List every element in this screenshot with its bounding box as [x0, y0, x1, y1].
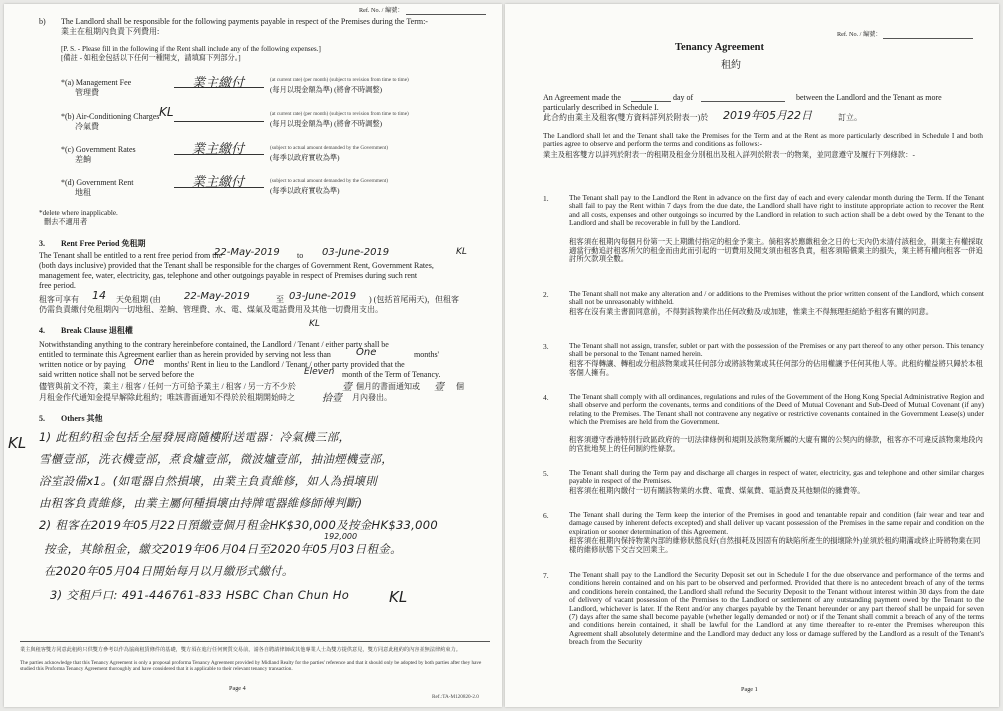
intro-made-the: An Agreement made the	[543, 93, 621, 102]
fee-label: *(b) Air-Conditioning Charges	[61, 112, 160, 121]
handwritten-line-8: 3) 交租戶口: 491-446761-833 HSBC Chan Chun Ho	[50, 588, 350, 602]
intro-day-of: day of	[673, 93, 694, 102]
delete-note: *delete where inapplicable.	[39, 209, 118, 217]
fee-note-cn: (每季以政府實收為準)	[270, 154, 340, 162]
section-5-title: Others 其他	[61, 414, 103, 423]
fee-label: *(d) Government Rent	[61, 178, 134, 187]
clause-text: The Tenant shall pay to the Landlord the Security Deposit set out in Schedule I for the due observance and performance of the terms and conditions herein contained and on his part to be observed and performed. Provided that there is no antecedent breach of any of the terms and conditions herein contained, the Landlord shall refund the Security Deposit to the Tenant without interest within 30 days from the date of delivery of vacant possession of the Premises to the Landlord or settlement of any outstanding payment owed by the Tenant to the Landlord, whichever is later. If the Rent and/or any charges payable by the Tenant hereunder or any part thereof shall be unpaid for seven (7) days after the same shall become payable (whether legally demanded or not) or if the Tenant shall commit a breach of any of the terms and conditions herein contained, it shall be lawful for the Landlord at any time thereafter to re-enter the Premises whereupon this Agreement shall absolutely determine and the Landlord may deduct any loss or damage suffered by the Landlord as a result of the Tenant's breach from the Security	[569, 570, 984, 647]
s4-eleven: Eleven	[304, 367, 335, 377]
s3-cn-a: 租客可享有	[39, 295, 79, 304]
initials-mark: KL	[309, 319, 320, 329]
initials-mark: KL	[159, 105, 174, 119]
clause-text: The Tenant shall comply with all ordinances, regulations and rules of the Government of the Hong Kong Special Administrative Region and shall observe and perform the covenants, terms and conditions of the Deed of Mutual Covenant and Sub-Deed of Mutual Covenant (if any) relating to the Premises. The Tenant shall not contravene any negative or restrictive covenants contained in the Government Lease(s) under which the Premises are held from the Government.	[569, 392, 984, 427]
clause-number: 1.	[543, 194, 549, 203]
clause-number: 5.	[543, 469, 549, 478]
fee-label: *(a) Management Fee	[61, 78, 132, 87]
clause-text: The Tenant shall pay to the Landlord the Rent in advance on the first day of each and every calendar month during the Term. If the Tenant shall fail to pay the Rent within 7 days from the due date, the Landlord shall have right to institute appropriate action to recover the Rent and all costs, expenses and other outgoings so incurred by the Landlord in relation to such action shall be a debt owed by the Tenant to the Landlord and shall be recoverable in full by the Landlord.	[569, 193, 984, 228]
s4-line3-c: months' Rent in lieu to the Landlord / Tenant / other party provided that the	[164, 360, 405, 369]
handwritten-line-2: 雪櫃壹部，洗衣機壹部，煮食爐壹部，微波爐壹部，抽油煙機壹部，	[39, 452, 393, 466]
ref-code: Ref.:TA-M120820-2.0	[432, 694, 479, 700]
document-page-1	[505, 4, 999, 707]
clause-text: The Tenant shall not make any alteration and / or additions to the Premises without the prior written consent of the Landlord, which consent shall not be unreasonably withheld.	[569, 289, 984, 307]
s3-cn-days: 14	[92, 289, 106, 302]
handwritten-line-4: 由租客負責維修，由業主屬何種損壞由持牌電器維修師傅判斷)	[39, 496, 363, 510]
clause-text-cn: 租客在沒有業主書面同意前，不得對該物業作出任何改動及/或加建，惟業主不得無理拒絕給予租客有關的同意。	[569, 307, 934, 316]
handwritten-line-5: 2) 租客在2019年05月22日預繳壹個月租金HK$30,000及按金HK$33,000	[39, 518, 438, 532]
fee-note: (at current rate) (per month) (subject to revision from time to time)	[270, 111, 409, 117]
fee-label: *(c) Government Rates	[61, 145, 136, 154]
s3-from-date: 22-May-2019	[214, 247, 280, 258]
initials-mark: KL	[456, 247, 467, 257]
clause-number: 4.	[543, 393, 549, 402]
clause-number: 2.	[543, 290, 549, 299]
ref-number-label: Ref. No. / 編號：	[359, 7, 404, 14]
fee-value-line	[174, 121, 264, 122]
s3-line1-text: The Tenant shall be entitled to a rent free period from the	[39, 251, 222, 260]
ps-note: [P. S. - Please fill in the following if the Rent shall include any of the following expenses.]	[61, 45, 321, 53]
clause-number: 3.	[543, 342, 549, 351]
clause-text-cn: 租客須在租期內每個月份第一天上期繳付指定的租金予業主。倘租客於應繳租金之日的七天內仍未清付該租金，則業主有權採取適當行動追討租客所欠的租金而由此而引起的一切費用及開支須由租客負責，租客須賠償業主的損失，業主將有權向租客一併追討所欠款項全數。	[569, 237, 983, 264]
fee-label-cn: 冷氣費	[75, 122, 99, 131]
s4-cn-line1c: 個	[456, 382, 464, 391]
s3-cn-to: 03-June-2019	[289, 291, 357, 302]
page-number: Page 1	[741, 686, 758, 693]
s3-line3: management fee, water, electricity, gas, telephone and other outgoings payable in respect of Premises during such rent	[39, 271, 418, 280]
ref-number-label: Ref. No. / 編號：	[837, 31, 882, 38]
s4-cn-val3: 拾壹	[322, 393, 342, 404]
intro-between: between the Landlord and the Tenant as more	[796, 93, 942, 102]
fee-note-cn: (每月以現金額為準) (將會不時調整)	[270, 86, 382, 94]
fee-value: 業主繳付	[192, 142, 245, 157]
page-number: Page 4	[229, 685, 246, 692]
s3-line4: free period.	[39, 281, 76, 290]
clause-text: The Tenant shall not assign, transfer, sublet or part with the possession of the Premises or any part thereof to any other person. This tenancy shall be personal to the Tenant named herein.	[569, 341, 984, 359]
clause-b-text-cn: 業主在租期內負責下列費用:	[61, 27, 160, 36]
document-title-cn: 租約	[721, 60, 741, 71]
s3-to-date: 03-June-2019	[322, 247, 390, 258]
section-3-title: Rent Free Period 免租期	[61, 239, 146, 248]
s3-cn-line2: 仍需負責繳付免租期內一切地租、差餉、管理費、水、電、煤氣及電話費用及其他一切費用支出。	[39, 305, 383, 314]
section-4-number: 4.	[39, 326, 45, 335]
clause-text: The Tenant shall during the Term keep the interior of the Premises in good and tenantable repair and condition (fair wear and tear and damage caused by inherent defects excepted) and shall deliver up vacant possession of the Premises in the same repair and condition on the expiration or sooner determination of this Agreement.	[569, 510, 984, 536]
clause-text-cn: 租客不得轉讓、轉租或分租該物業或其任何部分或將該物業或其任何部分的佔用權讓予任何其他人等。此租約權益將只歸於本租客個人擁有。	[569, 359, 983, 377]
s4-cn-val2: 壹	[434, 382, 444, 393]
ref-number-line	[883, 38, 973, 39]
clause-text-cn: 租客須遵守香港特別行政區政府的一切法律條例和規則及該物業所屬的大廈有關的公契內的條款，租客亦不可違反該物業地段內的官批地契上的任何制約性條款。	[569, 435, 983, 453]
intro-month-line	[701, 101, 785, 102]
clause-text-cn: 租客須在租期內保持物業內部的維修狀態良好(自然損耗及因固有的缺陷所產生的損壞除外)並須於租約期滿或終止時將物業在同樣的維修狀態下交吉交回業主。	[569, 536, 981, 554]
footer-disclaimer-cn: 業主與租客雙方同意此租約只供雙方參考以作為協商租賃條件的基礎，雙方須在進行任何實質交易前，請各自聘請律師或其他專業人士為雙方提供意見，雙方同意此租約的內容並無法律約束力。	[20, 647, 461, 653]
clause-b-label: b)	[39, 17, 46, 26]
intro-day-line	[631, 101, 671, 102]
others-signature-initials: KL	[8, 434, 27, 452]
fee-note-cn: (每季以政府實收為準)	[270, 187, 340, 195]
handwritten-line-3: 浴室設備x1。(如電器自然損壞，由業主負責維修，如人為損壞則	[39, 474, 378, 488]
intro-schedule: particularly described in Schedule I.	[543, 103, 659, 112]
fee-label-cn: 差餉	[75, 155, 91, 164]
s3-cn-b: 天免租期 (由	[116, 295, 161, 304]
clause-text: The Tenant shall during the Term pay and discharge all charges in respect of water, electricity, gas and telephone and other similar charges payable in respect of the Premises.	[569, 468, 984, 486]
handwritten-line-1: 1) 此租約租金包括全屋發展商隨樓附送電器：冷氣機三部，	[39, 430, 351, 444]
handwritten-line-7: 在2020年05月04日開始每月以月繳形式繳付。	[44, 564, 294, 578]
s3-cn-from: 22-May-2019	[184, 291, 250, 302]
clause-number: 7.	[543, 571, 549, 580]
s4-rent-months: One	[134, 357, 155, 368]
fee-note: (subject to actual amount demanded by the Government)	[270, 178, 388, 184]
fee-note-cn: (每月以現金額為準) (將會不時調整)	[270, 120, 382, 128]
handwritten-signature-initials: KL	[389, 588, 408, 606]
s3-line2: (both days inclusive) provided that the Tenant shall be responsible for the charges of Government Rent, Government Rates,	[39, 261, 434, 270]
s3-cn-c: 至	[276, 295, 284, 304]
s4-cn-line1: 儘管與前文不符，業主 / 租客 / 任何一方可給予業主 / 租客 / 另一方不少於	[39, 382, 296, 391]
s3-cn-d: ) (包括首尾兩天)，但租客	[369, 295, 459, 304]
s4-cn-line2b: 月內發出。	[352, 393, 392, 402]
s4-line4-c: month of the Term of Tenancy.	[342, 370, 441, 379]
fee-label-cn: 地租	[75, 188, 91, 197]
s4-cn-val1: 壹	[342, 382, 352, 393]
ref-number-line	[406, 14, 486, 15]
fee-value: 業主繳付	[192, 76, 245, 91]
let-terms: The Landlord shall let and the Tenant shall take the Premises for the Term and at the Rent as more particularly described in Schedule I and both parties agree to observe and perform the terms and conditions as follows:-	[543, 131, 983, 149]
s4-line1: Notwithstanding anything to the contrary hereinbefore contained, the Landlord / Tenant / either party shall be	[39, 340, 389, 349]
intro-cn-date: 2019年05月22日	[723, 109, 812, 122]
section-5-number: 5.	[39, 414, 45, 423]
intro-cn-a: 此合約由業主及租客(雙方資料詳列於附表一)於	[543, 113, 709, 122]
s4-line2-a: entitled to terminate this Agreement earlier than as herein provided by serving not less than	[39, 350, 331, 359]
s4-cn-line1b: 個月的書面通知或	[356, 382, 420, 391]
s4-line2-c: months'	[414, 350, 439, 359]
footer-disclaimer-en: The parties acknowledge that this Tenancy Agreement is only a proposal proforma Tenancy Agreement provided by Midland Realty for the parties' reference and that it should only be adopted by both parties after they have studied this Proforma Tenancy Agreement thoroughly and have considered that it is applicable to their relevant tenancy transaction.	[20, 660, 482, 672]
let-terms-cn: 業主及租客雙方以詳列於附表一的租期及租金分別租出及租入詳列於附表一的物業，並同意遵守及履行下列條款：-	[543, 150, 915, 159]
handwritten-correction: 192,000	[324, 532, 358, 541]
fee-note: (subject to actual amount demanded by the Government)	[270, 145, 388, 151]
delete-note-cn: 刪去不適用者	[44, 218, 88, 226]
fee-note: (at current rate) (per month) (subject to revision from time to time)	[270, 77, 409, 83]
s4-cn-line2: 月租金作代通知金提早解除此租約；唯該書面通知不得於於租期開始時之	[39, 393, 295, 402]
intro-cn-b: 訂立。	[838, 113, 862, 122]
ps-note-cn: [備註 - 如租金包括以下任何一種開支，請填寫下列部分。]	[61, 54, 241, 62]
s3-to-word: to	[297, 251, 304, 260]
s4-notice-months: One	[356, 347, 377, 358]
s4-line4-a: said written notice shall not be served before the	[39, 370, 195, 379]
fee-value: 業主繳付	[192, 175, 245, 190]
s4-line3-a: written notice or by paying	[39, 360, 126, 369]
section-3-number: 3.	[39, 239, 45, 248]
fee-label-cn: 管理費	[75, 88, 99, 97]
document-page-4	[4, 4, 502, 707]
clause-number: 6.	[543, 511, 549, 520]
footer-divider	[20, 641, 490, 642]
clause-text-cn: 租客須在租期內繳付一切有關該物業的水費、電費、煤氣費、電話費及其他類似的雜費等。	[569, 486, 865, 495]
document-title: Tenancy Agreement	[675, 42, 764, 53]
section-4-title: Break Clause 退租權	[61, 326, 133, 335]
clause-b-text: The Landlord shall be responsible for the following payments payable in respect of the Premises during the Term:-	[61, 17, 428, 26]
handwritten-line-6: 按金，其餘租金，繳交2019年06月04日至2020年05月03日租金。	[44, 542, 402, 556]
